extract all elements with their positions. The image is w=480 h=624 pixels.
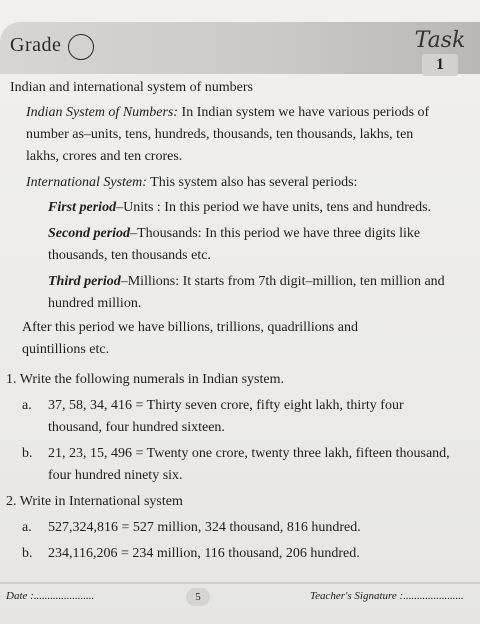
question-2: 2. Write in International system xyxy=(6,494,183,509)
section-heading: Indian and international system of numbers xyxy=(10,80,253,95)
q1a-label: a. xyxy=(22,398,32,413)
third-label: Third period xyxy=(48,274,121,289)
q1a-line-2: thousand, four hundred sixteen. xyxy=(48,420,225,435)
intl-label: International System: xyxy=(26,175,147,190)
third-period xyxy=(48,272,445,292)
indian-text-1: In Indian system we have various periods of xyxy=(178,105,430,120)
indian-line-1 xyxy=(26,103,429,123)
after-line-2: quintillions etc. xyxy=(22,342,110,357)
q2b-label: b. xyxy=(22,546,33,561)
signature-field: Teacher's Signature :...................... xyxy=(310,590,464,602)
grade-label: Grade xyxy=(10,34,62,56)
first-label: First period xyxy=(48,200,117,215)
page-number: 5 xyxy=(186,588,210,606)
first-text: –Units : In this period we have units, tens and hundreds. xyxy=(116,200,432,215)
q1b-line-1: 21, 23, 15, 496 = Twenty one crore, twenty three lakh, fifteen thousand, xyxy=(48,446,450,461)
intl-text: This system also has several periods: xyxy=(146,175,358,190)
second-text-1: –Thousands: In this period we have three digits like xyxy=(130,226,421,241)
second-text-2: thousands, ten thousands etc. xyxy=(48,248,211,263)
intl-line xyxy=(26,173,357,193)
task-title: Task xyxy=(414,28,466,53)
third-text-1: –Millions: It starts from 7th digit–million, ten million and xyxy=(120,274,445,289)
q2b-line: 234,116,206 = 234 million, 116 thousand, 206 hundred. xyxy=(48,546,360,561)
q1a-line-1: 37, 58, 34, 416 = Thirty seven crore, fifty eight lakh, thirty four xyxy=(48,398,404,413)
q1b-line-2: four hundred ninety six. xyxy=(48,468,183,483)
task-number: 1 xyxy=(422,54,458,76)
second-period xyxy=(48,224,420,244)
q2a-line: 527,324,816 = 527 million, 324 thousand, 816 hundred. xyxy=(48,520,361,535)
task-badge xyxy=(414,30,466,78)
indian-line-3: lakhs, crores and ten crores. xyxy=(26,149,183,164)
q1b-label: b. xyxy=(22,446,33,461)
grade-circle xyxy=(68,34,94,60)
first-period xyxy=(48,198,431,218)
q2a-label: a. xyxy=(22,520,32,535)
date-field: Date :...................... xyxy=(6,590,95,602)
third-text-2: hundred million. xyxy=(48,296,142,311)
indian-label: Indian System of Numbers: xyxy=(26,105,179,120)
indian-line-2: number as–units, tens, hundreds, thousands, ten thousands, lakhs, ten xyxy=(26,127,414,142)
question-1: 1. Write the following numerals in Indian system. xyxy=(6,372,284,387)
second-label: Second period xyxy=(48,226,131,241)
footer-rule xyxy=(0,582,480,584)
after-line-1: After this period we have billions, trillions, quadrillions and xyxy=(22,320,358,335)
